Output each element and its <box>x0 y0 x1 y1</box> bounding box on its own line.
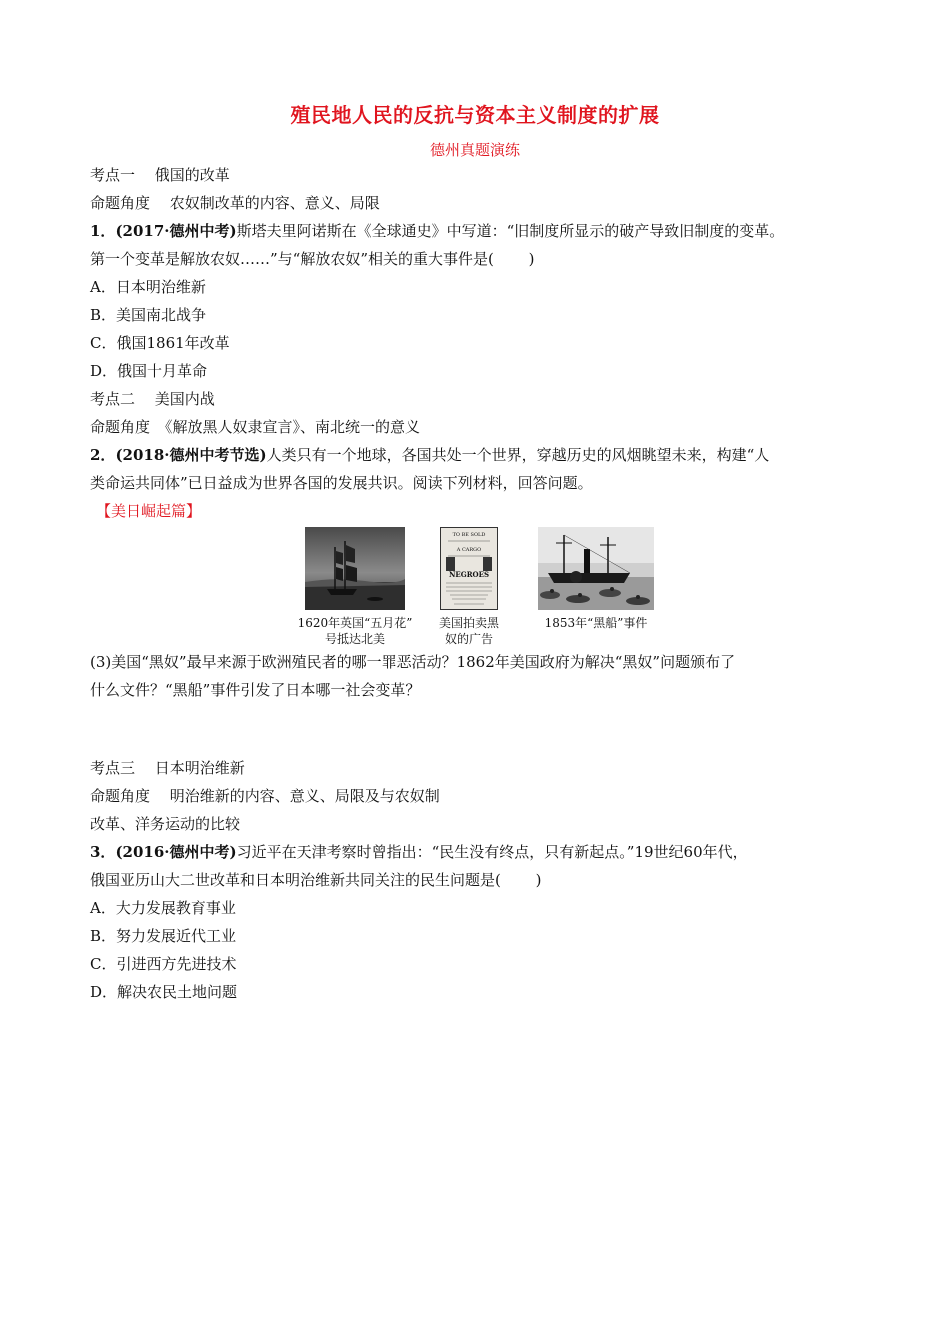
question-1-number: 1． <box>90 222 116 240</box>
page-title: 殖民地人民的反抗与资本主义制度的扩展 <box>290 103 660 127</box>
question-3-option-b: B．努力发展近代工业 <box>90 927 237 945</box>
question-2-number: 2． <box>90 446 116 464</box>
question-1-option-d: D．俄国十月革命 <box>90 362 208 380</box>
question-3-number: 3． <box>90 843 116 861</box>
angle-3-line-1: 命题角度 明治维新的内容、意义、局限及与农奴制 <box>90 787 440 805</box>
figure-2-caption-2: 奴的广告 <box>444 632 493 646</box>
kaodian-1: 考点一 俄国的改革 <box>90 166 230 184</box>
question-1-stem-1: 斯塔夫里阿诺斯在《全球通史》中写道：“旧制度所显示的破产导致旧制度的变革。 <box>236 222 785 240</box>
figure-3-caption-1: 1853年“黑船”事件 <box>544 616 648 630</box>
question-3-line-1 <box>90 842 748 862</box>
kaodian-3: 考点三 日本明治维新 <box>90 759 245 777</box>
question-2-stem-1: 人类只有一个地球，各国共处一个世界，穿越历史的风烟眺望未来，构建“人 <box>266 446 770 464</box>
question-3-stem-2: 俄国亚历山大二世改革和日本明治维新共同关注的民生问题是( ) <box>90 871 542 889</box>
figure-row <box>293 527 673 652</box>
figure-1-caption-2: 号抵达北美 <box>324 632 385 646</box>
slave-auction-poster-icon <box>440 527 498 610</box>
question-1-option-c: C．俄国1861年改革 <box>90 334 230 352</box>
question-1-option-a: A．日本明治维新 <box>90 278 206 296</box>
poster-text-3: NEGROES <box>448 570 490 579</box>
angle-1: 命题角度 农奴制改革的内容、意义、局限 <box>90 194 380 212</box>
question-1-source: (2017·德州中考) <box>115 222 237 240</box>
kaodian-2: 考点二 美国内战 <box>90 390 215 408</box>
question-1-option-b: B．美国南北战争 <box>90 306 207 324</box>
question-2-sub3-2: 什么文件？“黑船”事件引发了日本哪一社会变革？ <box>90 681 421 699</box>
question-2-line-1 <box>90 445 769 465</box>
black-ships-painting-icon <box>538 527 654 610</box>
figure-1-caption-1: 1620年英国“五月花” <box>297 616 413 630</box>
question-3-option-c: C．引进西方先进技术 <box>90 955 237 973</box>
angle-3-line-2: 改革、洋务运动的比较 <box>90 815 241 833</box>
question-3-source: (2016·德州中考) <box>115 843 237 861</box>
question-2-stem-2: 类命运共同体”已日益成为世界各国的发展共识。阅读下列材料，回答问题。 <box>90 474 593 492</box>
question-3-option-d: D．解决农民土地问题 <box>90 983 238 1001</box>
question-1-line-1 <box>90 221 784 241</box>
page-subtitle: 德州真题演练 <box>429 141 520 159</box>
figure-2-caption-1: 美国拍卖黑 <box>438 616 499 630</box>
poster-text-1: TO BE SOLD <box>452 532 486 538</box>
question-2-sub3-1: (3)美国“黑奴”最早来源于欧洲殖民者的哪一罪恶活动？1862年美国政府为解决“黑奴”问题颁布了 <box>90 653 736 671</box>
poster-text-2: A CARGO <box>456 547 482 553</box>
angle-2: 命题角度 《解放黑人奴隶宣言》、南北统一的意义 <box>90 418 421 436</box>
question-3-option-a: A．大力发展教育事业 <box>90 899 236 917</box>
question-2-source: (2018·德州中考节选) <box>115 446 267 464</box>
sailing-ship-painting-icon <box>305 527 405 610</box>
question-1-stem-2: 第一个变革是解放农奴……”与“解放农奴”相关的重大事件是( ) <box>90 250 535 268</box>
question-3-stem-1: 习近平在天津考察时曾指出：“民生没有终点，只有新起点。”19世纪60年代， <box>236 843 748 861</box>
section-tag: 【美日崛起篇】 <box>96 502 202 520</box>
